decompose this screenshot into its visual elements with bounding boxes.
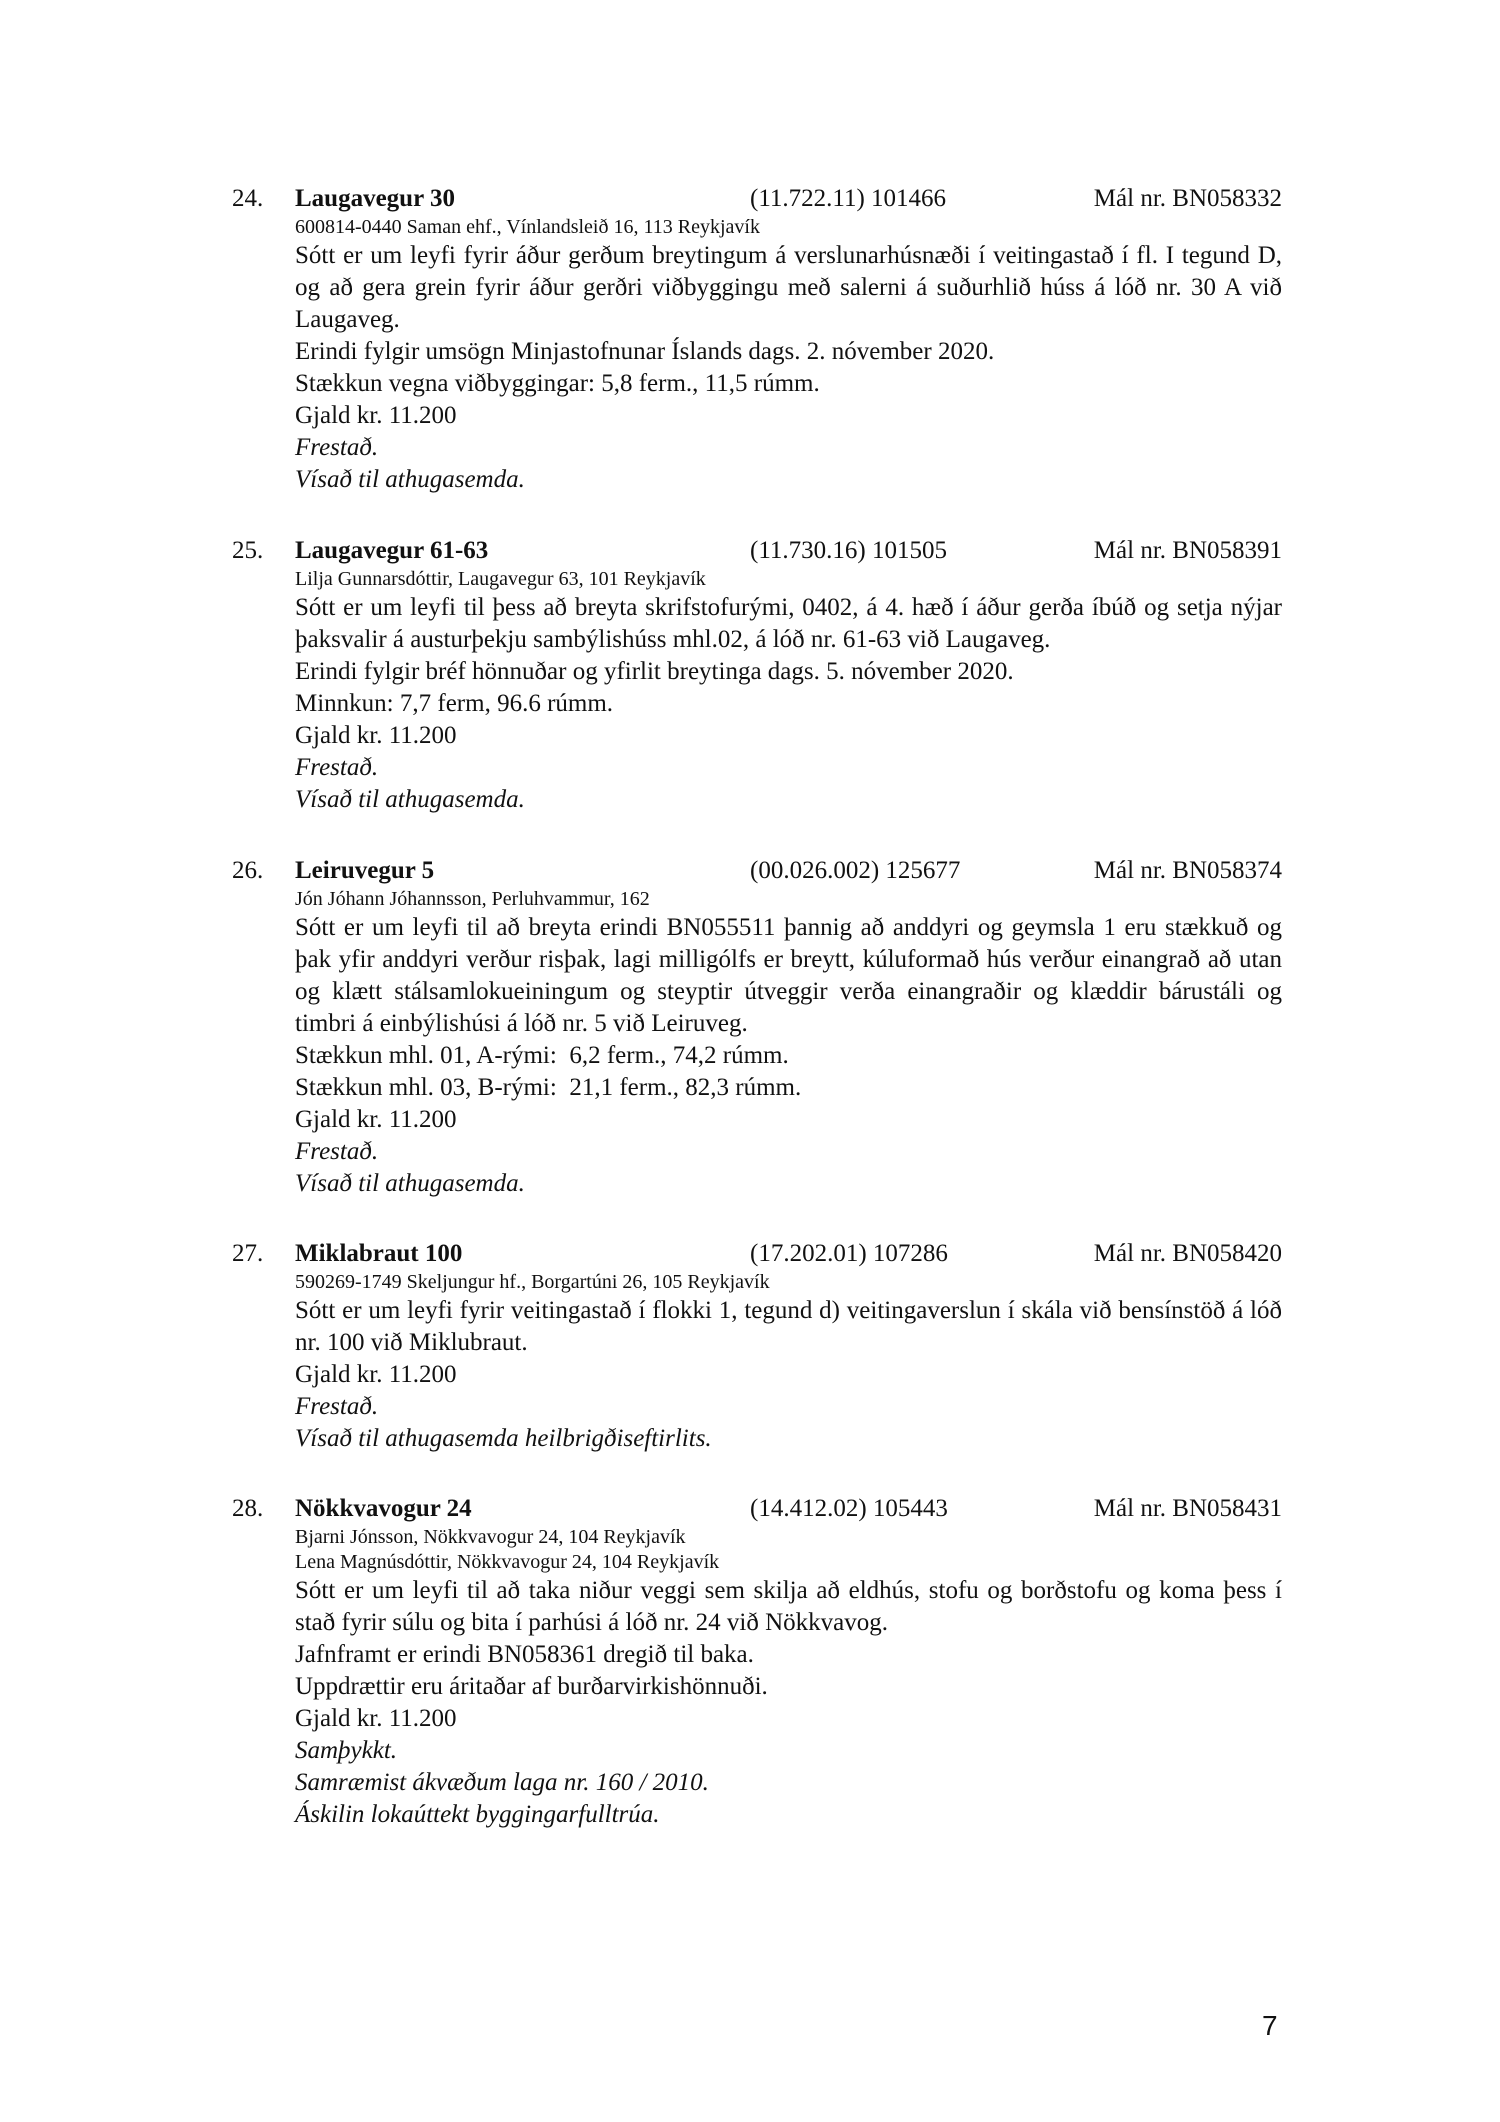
entry-address: Miklabraut 100 bbox=[295, 1240, 463, 1267]
entry-decision: Frestað. bbox=[295, 1138, 379, 1165]
entry-line: Stækkun mhl. 01, A-rými: 6,2 ferm., 74,2 rúmm. bbox=[295, 1042, 789, 1069]
entry-body bbox=[295, 1270, 1282, 1455]
entry-applicant: 600814-0440 Saman ehf., Vínlandsleið 16, 113 Reykjavík bbox=[295, 216, 760, 238]
entry-address: Laugavegur 61-63 bbox=[295, 537, 489, 564]
entry-decision: Vísað til athugasemda. bbox=[295, 466, 525, 493]
entry-line: Stækkun mhl. 03, B-rými: 21,1 ferm., 82,3 rúmm. bbox=[295, 1074, 802, 1101]
entry-description: Sótt er um leyfi fyrir áður gerðum breytingum á verslunarhúsnæði í veitingastað í fl. I tegund D, og að gera grein fyrir áður gerðri viðbyggingu með salerni á suðurhlið húss á lóð nr. 30 A við Laugaveg. bbox=[295, 242, 1282, 333]
entry-reference: (00.026.002) 125677 bbox=[750, 857, 961, 884]
entry-decision: Vísað til athugasemda. bbox=[295, 1170, 525, 1197]
entry-body bbox=[295, 215, 1282, 496]
entry-applicant: Jón Jóhann Jóhannsson, Perluhvammur, 162 bbox=[295, 888, 650, 910]
entry-line: Gjald kr. 11.200 bbox=[295, 722, 457, 749]
entry-address: Leiruvegur 5 bbox=[295, 857, 435, 884]
entry-line: Erindi fylgir umsögn Minjastofnunar Íslands dags. 2. nóvember 2020. bbox=[295, 338, 995, 365]
entry-decision: Vísað til athugasemda heilbrigðiseftirlits. bbox=[295, 1425, 712, 1452]
entry-header bbox=[295, 1238, 1282, 1270]
entry-case-number: Mál nr. BN058420 bbox=[1093, 1240, 1282, 1267]
entry-decision: Áskilin lokaúttekt byggingarfulltrúa. bbox=[295, 1801, 660, 1828]
entry-reference: (14.412.02) 105443 bbox=[750, 1495, 948, 1522]
entry-line: Gjald kr. 11.200 bbox=[295, 1106, 457, 1133]
entry-applicant: 590269-1749 Skeljungur hf., Borgartúni 26, 105 Reykjavík bbox=[295, 1271, 770, 1293]
entry-description: Sótt er um leyfi til þess að breyta skrifstofurými, 0402, á 4. hæð í áður gerða íbúð og setja nýjar þaksvalir á austurþekju sambýlishúss mhl.02, á lóð nr. 61-63 við Laugaveg. bbox=[295, 594, 1282, 653]
entry-description: Sótt er um leyfi til að breyta erindi BN055511 þannig að anddyri og geymsla 1 eru stækkuð og þak yfir anddyri verður risþak, lagi milligólfs er breytt, kúluformað hús verður einangrað að utan og klætt stálsamlokueiningum og steyptir útveggir verða einangraðir og klæddir bárustáli og timbri á einbýlishúsi á lóð nr. 5 við Leiruveg. bbox=[295, 914, 1282, 1037]
entry-header bbox=[295, 535, 1282, 567]
entry-decision: Vísað til athugasemda. bbox=[295, 786, 525, 813]
entry-decision: Samræmist ákvæðum laga nr. 160 / 2010. bbox=[295, 1769, 709, 1796]
entry-header bbox=[295, 855, 1282, 887]
entry-body bbox=[295, 1525, 1282, 1831]
entry-number: 26. bbox=[232, 857, 264, 884]
entry-number: 27. bbox=[232, 1240, 264, 1267]
entry-applicant: Lena Magnúsdóttir, Nökkvavogur 24, 104 Reykjavík bbox=[295, 1551, 720, 1573]
entry-line: Gjald kr. 11.200 bbox=[295, 402, 457, 429]
entry-reference: (11.730.16) 101505 bbox=[750, 537, 947, 564]
entry-applicant: Lilja Gunnarsdóttir, Laugavegur 63, 101 Reykjavík bbox=[295, 568, 706, 590]
entry-applicant: Bjarni Jónsson, Nökkvavogur 24, 104 Reykjavík bbox=[295, 1526, 686, 1548]
entry-decision: Samþykkt. bbox=[295, 1737, 398, 1764]
entry-line: Uppdrættir eru áritaðar af burðarvirkishönnuði. bbox=[295, 1673, 768, 1700]
entry-case-number: Mál nr. BN058332 bbox=[1093, 185, 1282, 212]
entry-line: Minnkun: 7,7 ferm, 96.6 rúmm. bbox=[295, 690, 614, 717]
entry-decision: Frestað. bbox=[295, 754, 379, 781]
entry-header bbox=[295, 183, 1282, 215]
entry-line: Gjald kr. 11.200 bbox=[295, 1361, 457, 1388]
entry-description: Sótt er um leyfi til að taka niður veggi sem skilja að eldhús, stofu og borðstofu og koma þess í stað fyrir súlu og bita í parhúsi á lóð nr. 24 við Nökkvavog. bbox=[295, 1577, 1282, 1636]
entry-number: 25. bbox=[232, 537, 264, 564]
entry-address: Laugavegur 30 bbox=[295, 185, 455, 212]
entry-line: Jafnframt er erindi BN058361 dregið til baka. bbox=[295, 1641, 754, 1668]
entry-body bbox=[295, 887, 1282, 1200]
entry-case-number: Mál nr. BN058374 bbox=[1093, 857, 1282, 884]
entry-number: 28. bbox=[232, 1495, 264, 1522]
entry-case-number: Mál nr. BN058431 bbox=[1093, 1495, 1282, 1522]
entry-address: Nökkvavogur 24 bbox=[295, 1495, 472, 1522]
entry-number: 24. bbox=[232, 185, 264, 212]
entry-reference: (11.722.11) 101466 bbox=[750, 185, 947, 212]
entry-decision: Frestað. bbox=[295, 434, 379, 461]
entry-line: Gjald kr. 11.200 bbox=[295, 1705, 457, 1732]
entry-body bbox=[295, 567, 1282, 816]
entry-line: Erindi fylgir bréf hönnuðar og yfirlit breytinga dags. 5. nóvember 2020. bbox=[295, 658, 1014, 685]
page-number: 7 bbox=[1262, 2010, 1278, 2041]
entry-decision: Frestað. bbox=[295, 1393, 379, 1420]
entry-header bbox=[295, 1493, 1282, 1525]
entry-reference: (17.202.01) 107286 bbox=[750, 1240, 948, 1267]
entry-description: Sótt er um leyfi fyrir veitingastað í flokki 1, tegund d) veitingaverslun í skála við bensínstöð á lóð nr. 100 við Miklubraut. bbox=[295, 1297, 1282, 1356]
entry-line: Stækkun vegna viðbyggingar: 5,8 ferm., 11,5 rúmm. bbox=[295, 370, 820, 397]
entry-case-number: Mál nr. BN058391 bbox=[1093, 537, 1282, 564]
